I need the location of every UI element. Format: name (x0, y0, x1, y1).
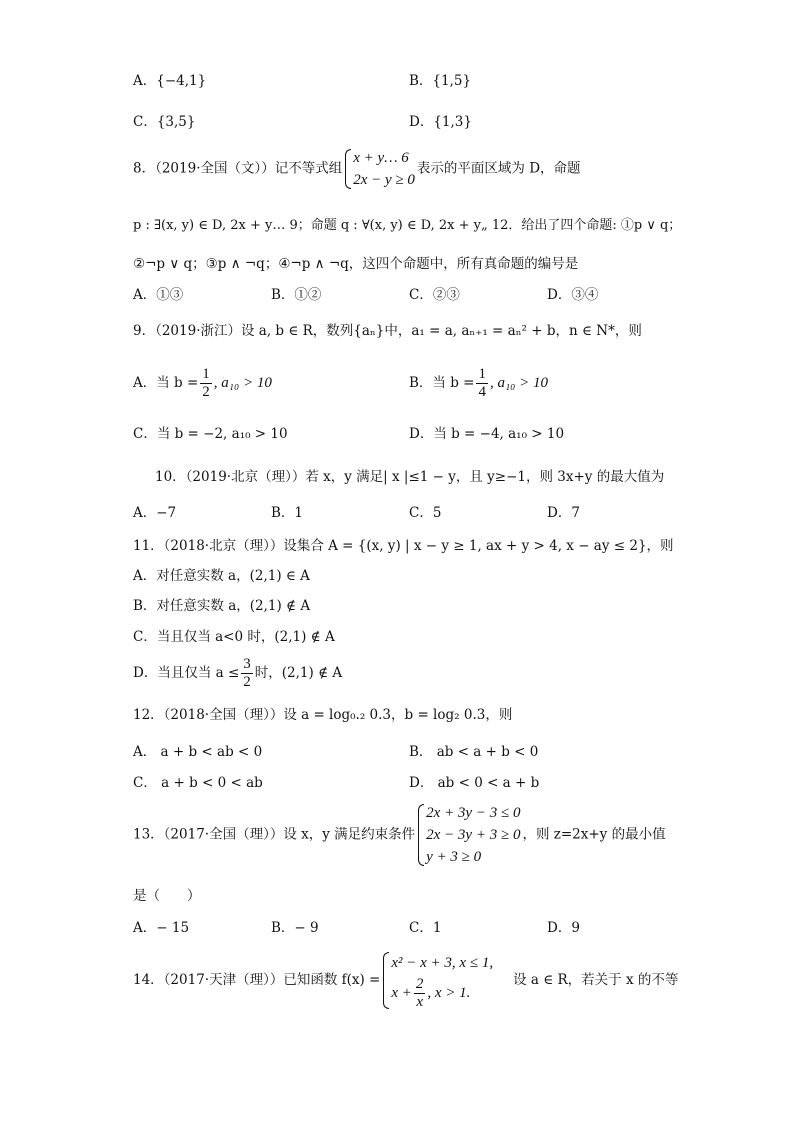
q14-stem-line1 (133, 950, 678, 1011)
q10-option-a: A．−7 (133, 505, 177, 521)
q8-suffix: 表示的平面区域为 D，命题 (416, 160, 581, 177)
q13-sys-row2: 2x − 3y + 3 ≥ 0 (426, 827, 521, 843)
q13-sys-row1: 2x + 3y − 3 ≤ 0 (426, 805, 521, 821)
q7-option-b: B．{1,5} (409, 73, 472, 89)
q12-option-c: C． a + b < 0 < ab (133, 775, 263, 791)
q12-stem: 12．（2018·全国（理））设 a = log₀.₂ 0.3，b = log₂ 0.3，则 (133, 707, 513, 723)
q14-prefix: 14．（2017·天津（理））已知函数 f(x) = (133, 972, 381, 989)
q11-option-b: B．对任意实数 a，(2,1) ∉ A (133, 598, 311, 614)
q13-constraint-system (417, 802, 520, 868)
q13-option-d: D．9 (547, 920, 580, 936)
q11-d-num: 3 (243, 656, 251, 672)
q9-stem: 9．（2019·浙江）设 a, b ∈ R，数列{aₙ}中，a₁ = a, aₙ₊₁ = aₙ² + b，n ∈ N*，则 (133, 323, 642, 339)
q14-row2-pre: x + (391, 985, 412, 1001)
q8-inequality-system (344, 147, 415, 191)
q10-option-b: B．1 (271, 505, 304, 521)
q10-option-d: D．7 (547, 505, 580, 521)
q8-stem-line3: ②¬p ∨ q；③p ∧ ¬q；④¬p ∧ ¬q，这四个命题中，所有真命题的编号是 (133, 256, 579, 272)
q10-stem: 10．（2019·北京（理））若 x，y 满足| x |≤1 − y，且 y≥−1，则 3x+y 的最大值为 (155, 469, 665, 485)
q11-stem: 11．（2018·北京（理））设集合 A = {(x, y) | x − y ≥ 1, ax + y > 4, x − ay ≤ 2}，则 (133, 538, 674, 554)
q9-b-fraction (476, 366, 488, 401)
q9-a-num: 1 (202, 366, 210, 382)
q12-option-a: A． a + b < ab < 0 (133, 744, 263, 760)
q9-b-pre: B．当 b = (409, 375, 475, 391)
q13-suffix: ，则 z=2x+y 的最小值 (522, 826, 666, 843)
q13-option-c: C．1 (409, 920, 442, 936)
q9-b-num: 1 (478, 366, 486, 382)
q8-option-a: A．①③ (133, 287, 184, 303)
q11-d-den: 2 (243, 674, 251, 690)
q14-row2-post: , x > 1. (427, 985, 471, 1001)
q12-option-d: D． ab < 0 < a + b (409, 775, 540, 791)
q8-sys-row2: 2x − y ≥ 0 (353, 172, 415, 188)
q9-option-c: C．当 b = −2, a₁₀ > 10 (133, 426, 288, 442)
q13-prefix: 13．（2017·全国（理））设 x，y 满足约束条件 (133, 826, 416, 843)
q9-option-d: D．当 b = −4, a₁₀ > 10 (409, 426, 565, 442)
q11-option-a: A．对任意实数 a，(2,1) ∈ A (133, 568, 310, 584)
q11-option-d (133, 656, 342, 691)
q8-option-b: B．①② (271, 287, 322, 303)
q14-suffix: 设 a ∈ R，若关于 x 的不等 (513, 972, 679, 989)
q9-option-a (133, 366, 272, 401)
q7-option-c: C．{3,5} (133, 114, 196, 130)
q8-prefix: 8．（2019·全国（文））记不等式组 (133, 160, 343, 177)
q7-option-d: D．{1,3} (409, 114, 472, 130)
q8-option-c: C．②③ (409, 287, 460, 303)
q13-option-a: A．− 15 (133, 920, 190, 936)
q8-stem-line2: p : ∃(x, y) ∈ D, 2x + y… 9；命题 q : ∀(x, y) ∈ D, 2x + y„ 12．给出了四个命题: ①p ∨ q； (133, 218, 682, 233)
q13-stem-line1 (133, 802, 666, 868)
q11-d-fraction (241, 656, 253, 691)
q14-piecewise-function (382, 950, 493, 1011)
q10-option-c: C．5 (409, 505, 442, 521)
q7-option-a: A．{−4,1} (133, 73, 207, 89)
q14-row2-den: x (416, 994, 423, 1011)
q13-sys-row3: y + 3 ≥ 0 (426, 849, 482, 865)
q9-a-fraction (200, 366, 212, 401)
q8-option-d: D．③④ (547, 287, 599, 303)
q9-b-post: , a₁₀ > 10 (489, 375, 549, 391)
q9-b-den: 4 (478, 384, 486, 400)
q13-option-b: B．− 9 (271, 920, 319, 936)
q9-a-den: 2 (202, 384, 210, 400)
q9-a-post: , a₁₀ > 10 (213, 375, 272, 391)
q14-row2 (391, 976, 493, 1011)
q13-stem-line2: 是（ ） (133, 888, 201, 904)
q14-row2-fraction (414, 976, 426, 1011)
q11-d-pre: D．当且仅当 a ≤ (133, 665, 240, 681)
q14-row1: x² − x + 3, x ≤ 1, (391, 955, 494, 971)
q8-stem-line1 (133, 147, 581, 191)
q11-option-c: C．当且仅当 a<0 时，(2,1) ∉ A (133, 629, 335, 645)
q12-option-b: B． ab < a + b < 0 (409, 744, 539, 760)
q14-row2-num: 2 (415, 976, 424, 993)
q9-a-pre: A．当 b = (133, 375, 199, 391)
q8-sys-row1: x + y… 6 (353, 150, 409, 166)
q11-d-post: 时，(2,1) ∉ A (254, 665, 343, 681)
q9-option-b (409, 366, 548, 401)
